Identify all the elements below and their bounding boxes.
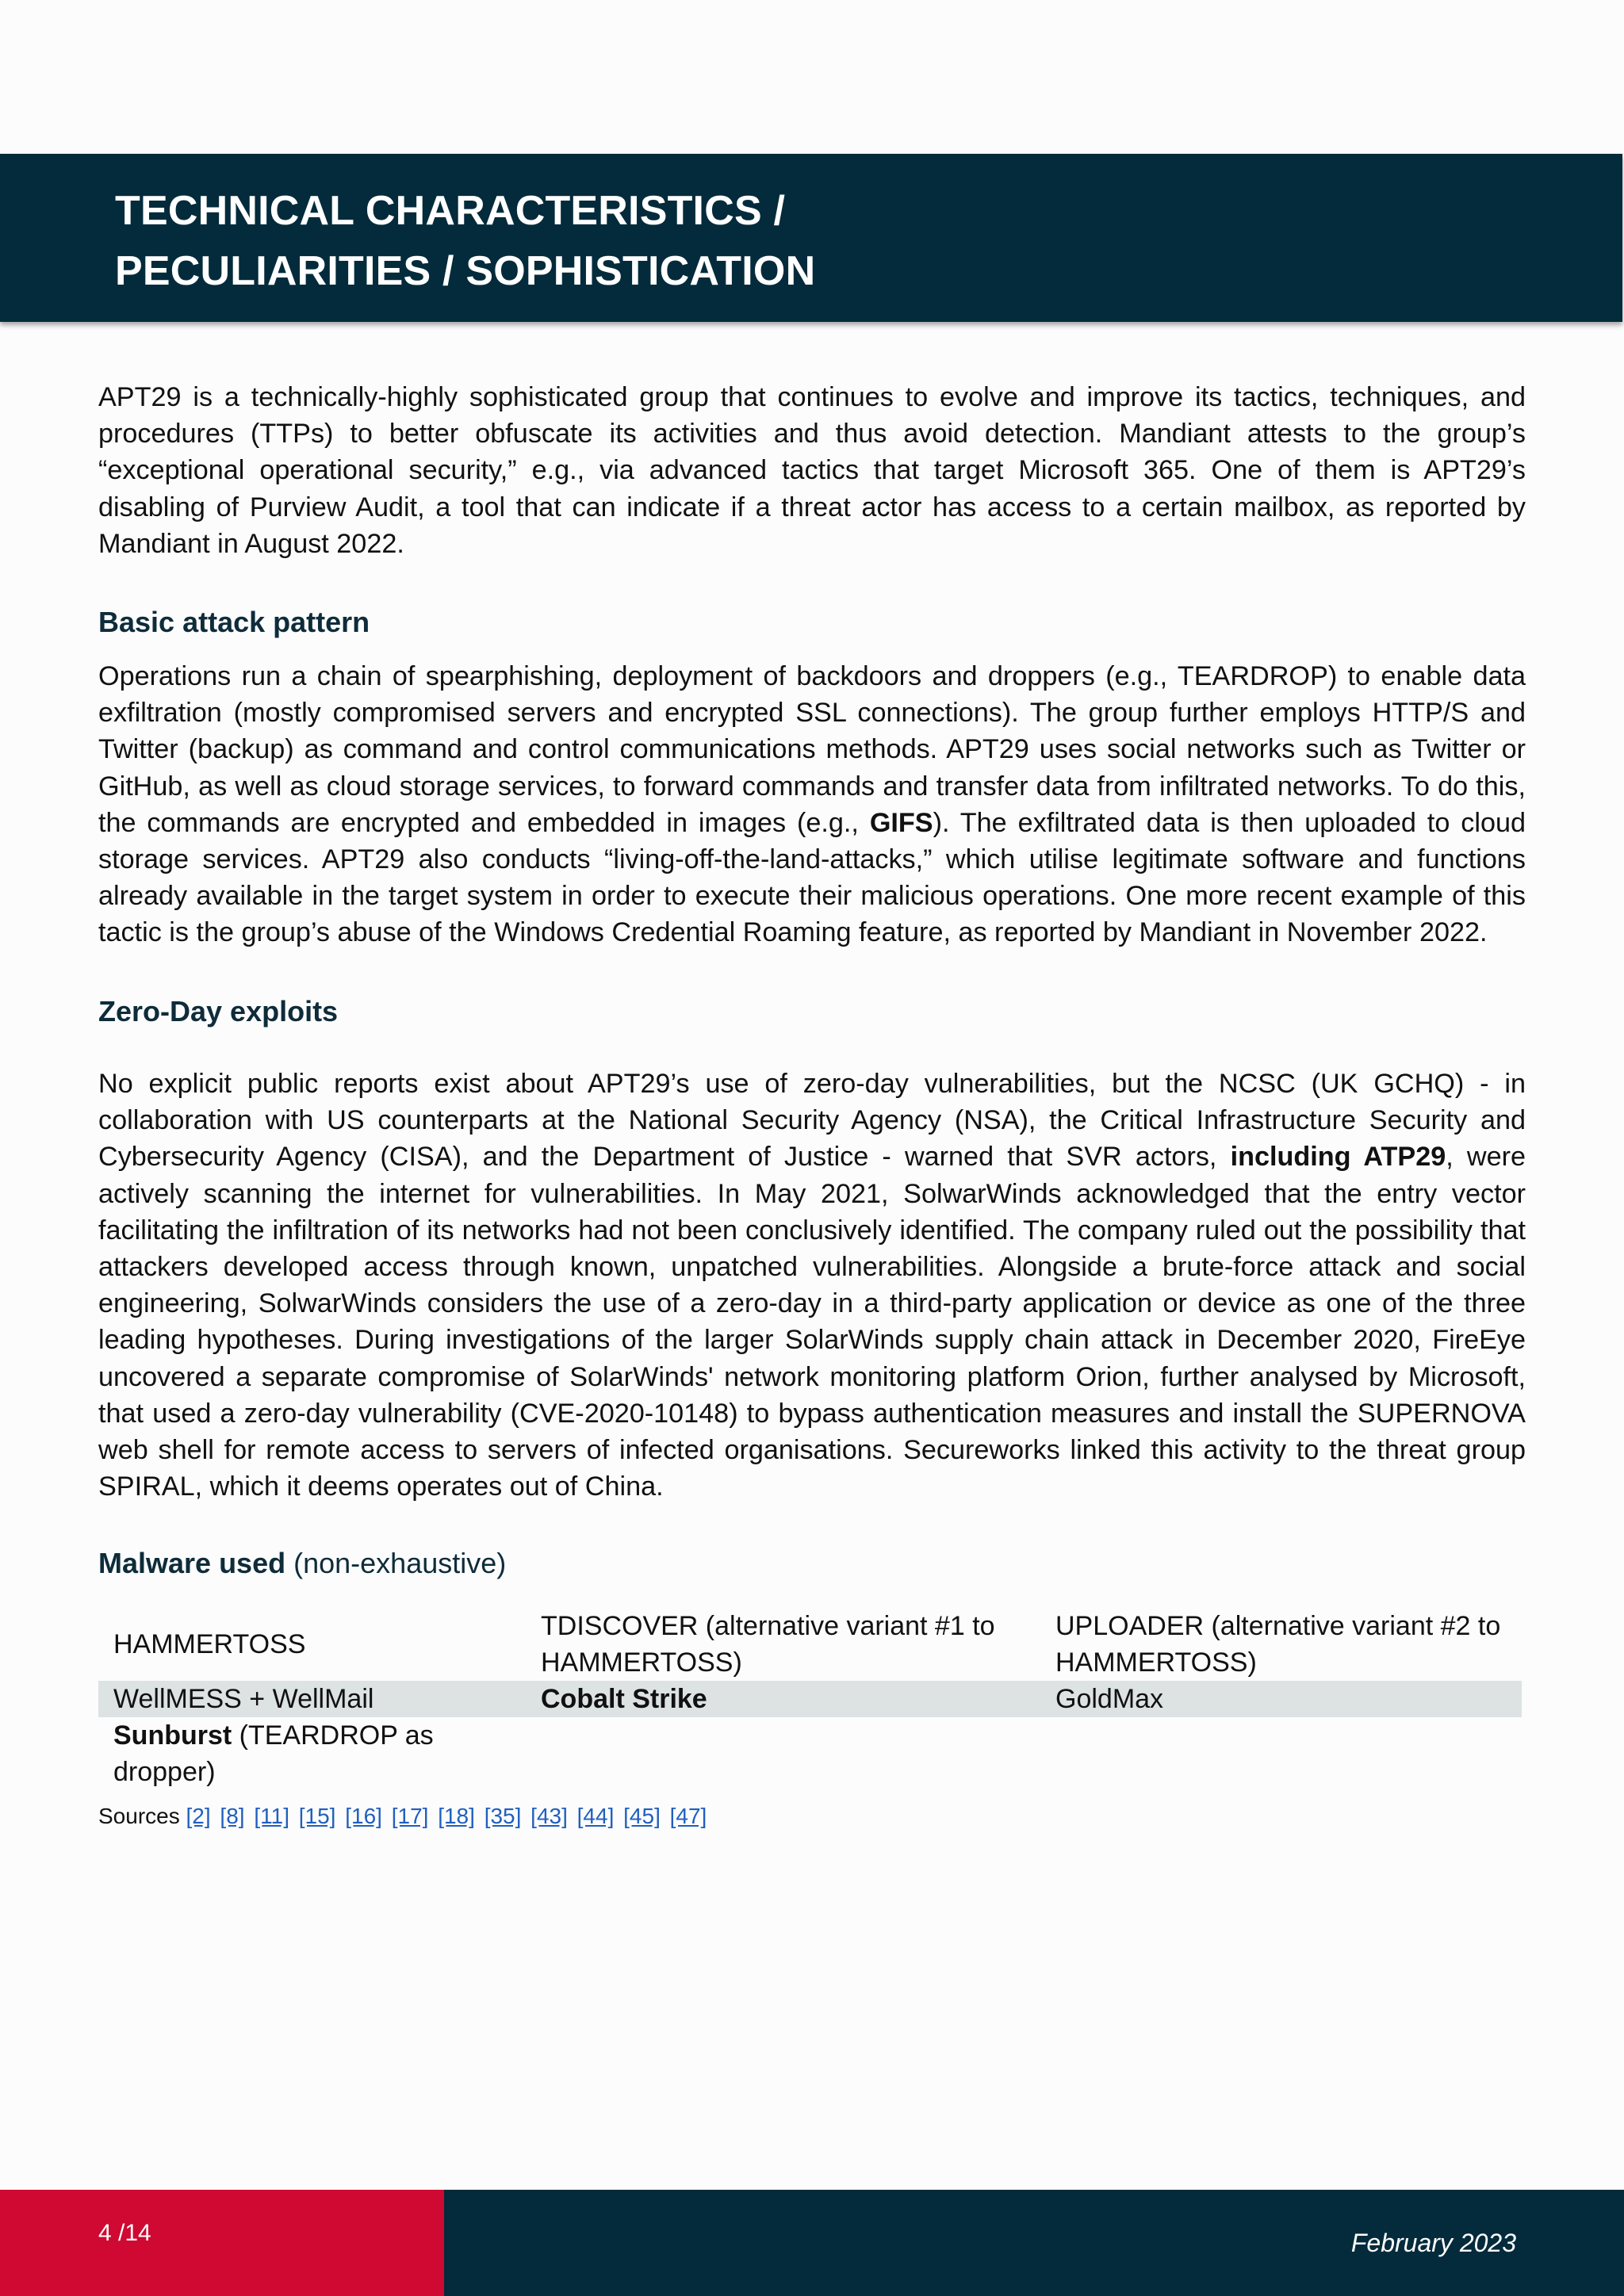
malware-heading [98,1545,506,1582]
source-link[interactable]: [44] [576,1804,615,1828]
basic-attack-paragraph [98,658,1526,951]
zero-day-heading: Zero-Day exploits [98,995,339,1027]
table-cell [1040,1717,1522,1790]
zero-day-paragraph [98,1066,1526,1505]
zero-day-text-b: , were actively scanning the internet for vulnerabilities. In May 2021, SolwarWinds acknowledged that the entry vector facilitating the infiltration of its networks had not been conclusively identified. The company ruled out the possibility that attackers developed access through known, unpatched vulnerabilities. Alongside a brute-force attack and social engineering, SolwarWinds considers the use of a zero-day in a third-party application or device as one of the three leading hypotheses. During investigations of the larger SolarWinds supply chain attack in December 2020, FireEye uncovered a separate compromise of SolarWinds' network monitoring platform Orion, further analysed by Microsoft, that used a zero-day vulnerability (CVE-2020-10148) to bypass authentication measures and install the SUPERNOVA web shell for remote access to servers of infected organisations. Secureworks linked this activity to the threat group SPIRAL, which it deems operates out of China. [98,1142,1526,1502]
cell-bold: Sunburst [113,1720,232,1751]
table-cell [526,1717,1040,1790]
table-cell [526,1681,1040,1717]
zero-day-text-a: No explicit public reports exist about APT29’s use of zero-day vulnerabilities, but the NCSC (UK GCHQ) - in collaboration with US counterparts at the National Security Agency (NSA), the Critical Infrastructure Security and Cybersecurity Agency (CISA), and the Department of Justice - warned that SVR actors, [98,1069,1526,1173]
table-cell [98,1717,526,1790]
table-row [98,1608,1522,1681]
cell-bold: Cobalt Strike [541,1684,707,1714]
table-cell: GoldMax [1040,1681,1522,1717]
footer-red-block [0,2190,444,2296]
source-link[interactable]: [8] [220,1804,245,1828]
page-number: 4 /14 [98,2220,151,2246]
basic-attack-heading: Basic attack pattern [98,606,370,638]
sources-label: Sources [98,1804,180,1828]
source-link[interactable]: [11] [254,1804,289,1828]
table-cell: HAMMERTOSS [113,1629,306,1659]
cell-text: (TEARDROP as dropper) [113,1720,434,1787]
basic-attack-bold: GIFS [869,807,933,838]
zero-day-bold: including ATP29 [1230,1142,1446,1173]
intro-paragraph: APT29 is a technically-highly sophisticated group that continues to evolve and improve its tactics, techniques, and procedures (TTPs) to better obfuscate its activities and thus avoid detection. Mandiant attests to the group’s “exceptional operational security,” e.g., via advanced tactics that target Microsoft 365. One of them is APT29’s disabling of Purview Audit, a tool that can indicate if a threat actor has access to a certain mailbox, as reported by Mandiant in August 2022. [98,382,1526,559]
header-band [0,154,1622,322]
sources-line [98,1801,710,1831]
basic-attack-text-a: Operations run a chain of spearphishing, deployment of backdoors and droppers (e.g., TEARDROP) to enable data exfiltration (mostly compromised servers and encrypted SSL connections). The group further employs HTTP/S and Twitter (backup) as command and control communications methods. APT29 uses social networks such as Twitter or GitHub, as well as cloud storage services, to forward commands and transfer data from infiltrated networks. To do this, the commands are encrypted and embedded in images (e.g., [98,661,1526,838]
malware-table [98,1608,1522,1790]
table-row [98,1681,1522,1717]
table-cell: UPLOADER (alternative variant #2 to HAMMERTOSS) [1055,1611,1501,1678]
page-title [115,181,1463,301]
malware-heading-light: (non-exhaustive) [293,1547,507,1579]
source-link[interactable]: [2] [186,1804,211,1828]
source-link[interactable]: [18] [438,1804,475,1828]
source-link[interactable]: [35] [484,1804,522,1828]
table-row [98,1717,1522,1790]
title-line-2: PECULIARITIES / SOPHISTICATION [115,248,816,294]
source-link[interactable]: [17] [391,1804,429,1828]
basic-attack-text-b: ). The exfiltrated data is then uploaded to cloud storage services. APT29 also conducts “living-off-the-land-attacks,” which utilise legitimate software and functions already available in the target system in order to execute their malicious operations. One more recent example of this tactic is the group’s abuse of the Windows Credential Roaming feature, as reported by Mandiant in November 2022. [98,807,1526,948]
source-link[interactable]: [16] [345,1804,382,1828]
source-link[interactable]: [43] [530,1804,568,1828]
source-link[interactable]: [45] [623,1804,661,1828]
malware-heading-bold: Malware used [98,1547,286,1579]
table-cell: TDISCOVER (alternative variant #1 to HAMMERTOSS) [541,1611,995,1678]
footer-date: February 2023 [1350,2229,1516,2257]
source-link[interactable]: [47] [669,1804,707,1828]
title-line-1: TECHNICAL CHARACTERISTICS / [115,188,786,234]
table-cell: WellMESS + WellMail [98,1681,526,1717]
source-link[interactable]: [15] [298,1804,336,1828]
